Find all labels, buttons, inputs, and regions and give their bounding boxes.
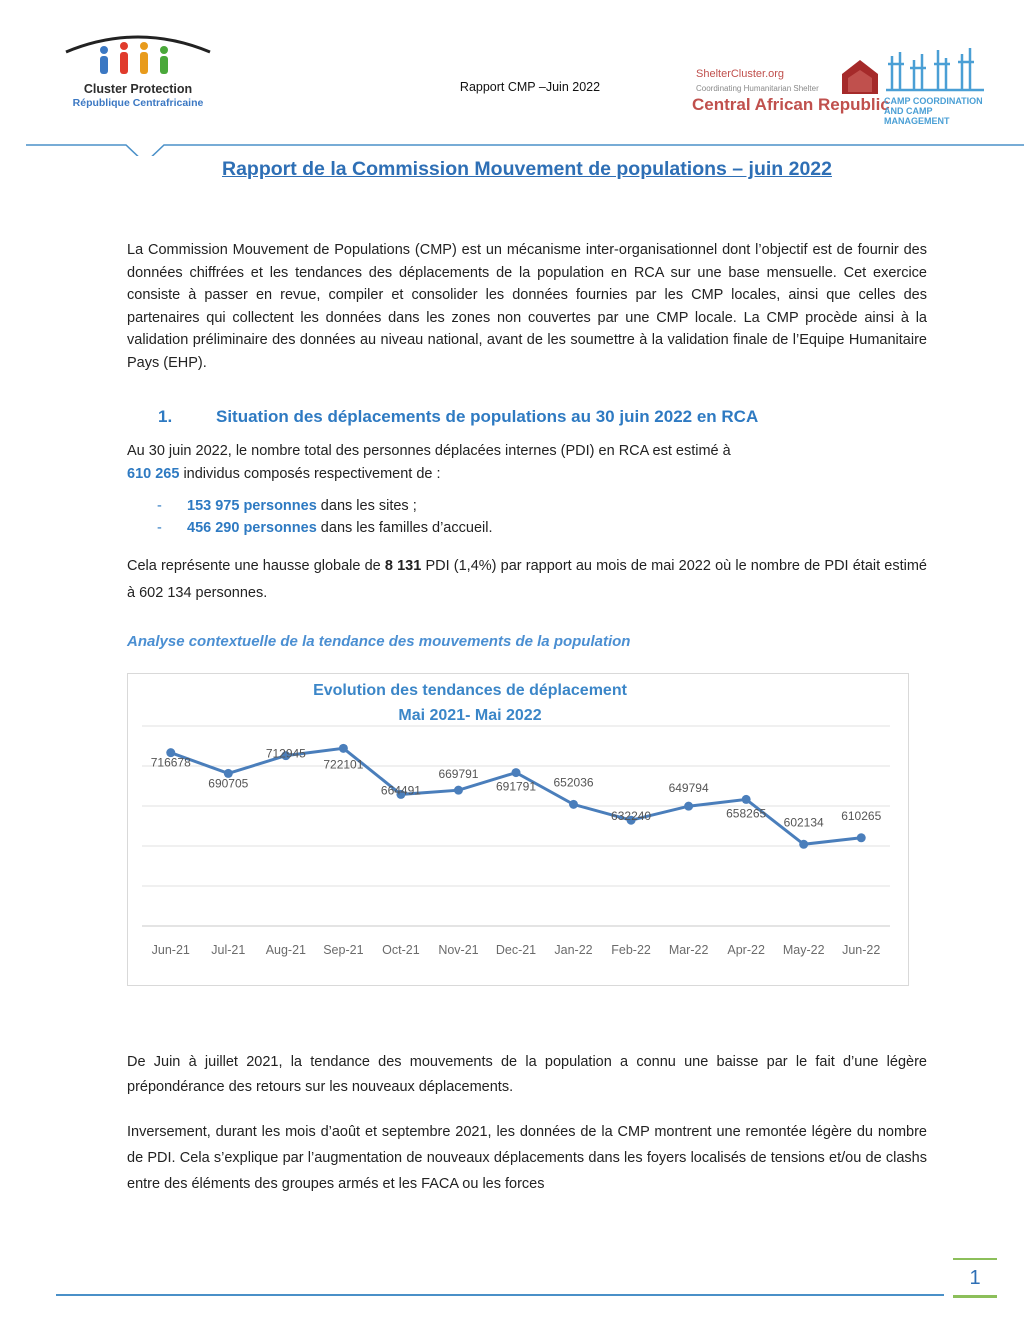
hausse-text-before: Cela représente une hausse globale de bbox=[127, 558, 385, 574]
shelter-cluster-logo bbox=[688, 40, 998, 125]
situation-paragraph bbox=[127, 440, 927, 485]
x-tick-label: Dec-21 bbox=[495, 943, 537, 957]
shelter-cluster-site: ShelterCluster.org bbox=[696, 68, 785, 80]
data-label: 652036 bbox=[553, 775, 594, 790]
bullet-dash: - bbox=[157, 498, 162, 514]
x-tick-label: Jun-21 bbox=[151, 943, 190, 957]
chart-gridlines bbox=[142, 726, 890, 926]
shelter-cluster-country: Central African Republic bbox=[692, 95, 890, 114]
chart-x-axis bbox=[152, 943, 881, 957]
chart-point bbox=[569, 800, 578, 809]
x-tick-label: Jun-22 bbox=[842, 943, 881, 957]
situation-text-after: individus composés respectivement de : bbox=[179, 465, 441, 482]
bullet-host-families-value: 456 290 personnes bbox=[187, 520, 317, 536]
chart-point bbox=[857, 833, 866, 842]
paragraph-june-july: De Juin à juillet 2021, la tendance des mouvements de la population a connu une baisse par le fait d’une légère prépondérance des retours sur les nouveaux déplacements. bbox=[127, 1054, 927, 1095]
total-pdi-value: 610 265 bbox=[127, 465, 180, 482]
header-report-label: Rapport CMP –Juin 2022 bbox=[459, 80, 601, 94]
document-title: Rapport de la Commission Mouvement de populations – juin 2022 bbox=[221, 158, 832, 180]
chart-point bbox=[512, 768, 521, 777]
data-label: 649794 bbox=[668, 781, 709, 796]
data-label: 722101 bbox=[323, 757, 364, 772]
x-tick-label: Apr-22 bbox=[727, 943, 765, 957]
shelter-cluster-tagline: Coordinating Humanitarian Shelter bbox=[696, 84, 819, 93]
chart-subtitle: Mai 2021- Mai 2022 bbox=[398, 707, 542, 724]
x-tick-label: Jan-22 bbox=[554, 943, 593, 957]
data-label: 602134 bbox=[783, 815, 824, 830]
bullet-sites bbox=[157, 495, 417, 517]
chart-point bbox=[684, 802, 693, 811]
x-tick-label: Jul-21 bbox=[211, 943, 246, 957]
section-1-title: Situation des déplacements de populations au 30 juin 2022 en RCA bbox=[216, 407, 759, 426]
chart-point bbox=[742, 795, 751, 804]
cluster-protection-people-icon bbox=[58, 30, 218, 82]
chart-point bbox=[454, 786, 463, 795]
x-tick-label: Oct-21 bbox=[382, 943, 420, 957]
data-label: 712945 bbox=[265, 746, 306, 761]
data-label: 690705 bbox=[208, 776, 249, 791]
footer-divider bbox=[56, 1294, 944, 1296]
analysis-heading: Analyse contextuelle de la tendance des mouvements de la population bbox=[127, 633, 631, 650]
logo-left-line1: Cluster Protection bbox=[83, 82, 193, 96]
hausse-paragraph bbox=[127, 553, 927, 607]
paragraph-aug-sep: Inversement, durant les mois d’août et septembre 2021, les données de la CMP montrent une remontée légère du nombre de PDI. Cela s’explique par l’augmentation de nouveaux déplacements dans les foyers localisés de tensions et/ou de clashs entre des éléments des groupes armés et les FACA ou les forces bbox=[127, 1124, 927, 1192]
x-tick-label: Sep-21 bbox=[323, 943, 364, 957]
cccm-line1: CAMP COORDINATION bbox=[884, 96, 983, 106]
chart-series-line bbox=[171, 748, 861, 844]
bullet-host-families-rest: dans les familles d’accueil. bbox=[316, 520, 493, 536]
house-icon bbox=[838, 56, 882, 96]
situation-text-before: Au 30 juin 2022, le nombre total des personnes déplacées internes (PDI) en RCA est estimé à bbox=[127, 443, 731, 459]
section-1-number: 1. bbox=[158, 407, 173, 426]
displacement-trend-chart bbox=[127, 673, 909, 986]
bullet-dash: - bbox=[157, 520, 162, 536]
cccm-label bbox=[884, 96, 994, 126]
header-divider bbox=[26, 136, 1024, 156]
cccm-people-icon bbox=[884, 42, 988, 92]
chart-data-labels bbox=[151, 747, 882, 830]
data-label: 691791 bbox=[495, 779, 537, 794]
x-tick-label: Aug-21 bbox=[265, 943, 307, 957]
chart-point bbox=[799, 840, 808, 849]
bullet-sites-rest: dans les sites ; bbox=[316, 498, 417, 514]
cccm-line2: AND CAMP MANAGEMENT bbox=[884, 106, 950, 126]
x-tick-label: Mar-22 bbox=[668, 943, 709, 957]
hausse-value: 8 131 bbox=[384, 558, 422, 574]
x-tick-label: May-22 bbox=[782, 943, 825, 957]
section-1-heading bbox=[158, 407, 758, 427]
logo-left-line2: République Centrafricaine bbox=[72, 97, 204, 109]
chart-title: Evolution des tendances de déplacement bbox=[313, 682, 627, 699]
intro-paragraph: La Commission Mouvement de Populations (CMP) est un mécanisme inter-organisationnel dont l’objectif est de fournir des données chiffrées et les tendances des déplacements de la population en RCA sur une base mensuelle. Cet exercice consiste à passer en revue, compiler et consolider les données fournies par les CMP locales, ainsi que celles des partenaires qui collectent les données dans les zones non couvertes par une CMP locale. La CMP procède ainsi à la validation préliminaire des données au niveau national, avant de les soumettre à la validation finale de l’Equipe Humanitaire Pays (EHP). bbox=[127, 242, 927, 371]
data-label: 716678 bbox=[150, 755, 191, 770]
hausse-text-after: PDI (1,4%) par rapport au mois de mai 2022 où le nombre de PDI était estimé à 602 134 personnes. bbox=[127, 558, 927, 601]
data-label: 610265 bbox=[841, 808, 882, 823]
chart-point bbox=[339, 744, 348, 753]
data-label: 658265 bbox=[726, 806, 767, 821]
page-number: 1 bbox=[953, 1258, 997, 1298]
x-tick-label: Nov-21 bbox=[438, 943, 479, 957]
data-label: 669791 bbox=[438, 767, 479, 782]
x-tick-label: Feb-22 bbox=[611, 943, 651, 957]
bullet-host-families bbox=[157, 517, 492, 539]
data-label: 664491 bbox=[380, 783, 421, 798]
data-label: 632240 bbox=[611, 809, 652, 824]
cluster-protection-logo bbox=[58, 30, 218, 120]
chart-svg bbox=[128, 674, 908, 985]
bullet-sites-value: 153 975 personnes bbox=[187, 498, 317, 514]
